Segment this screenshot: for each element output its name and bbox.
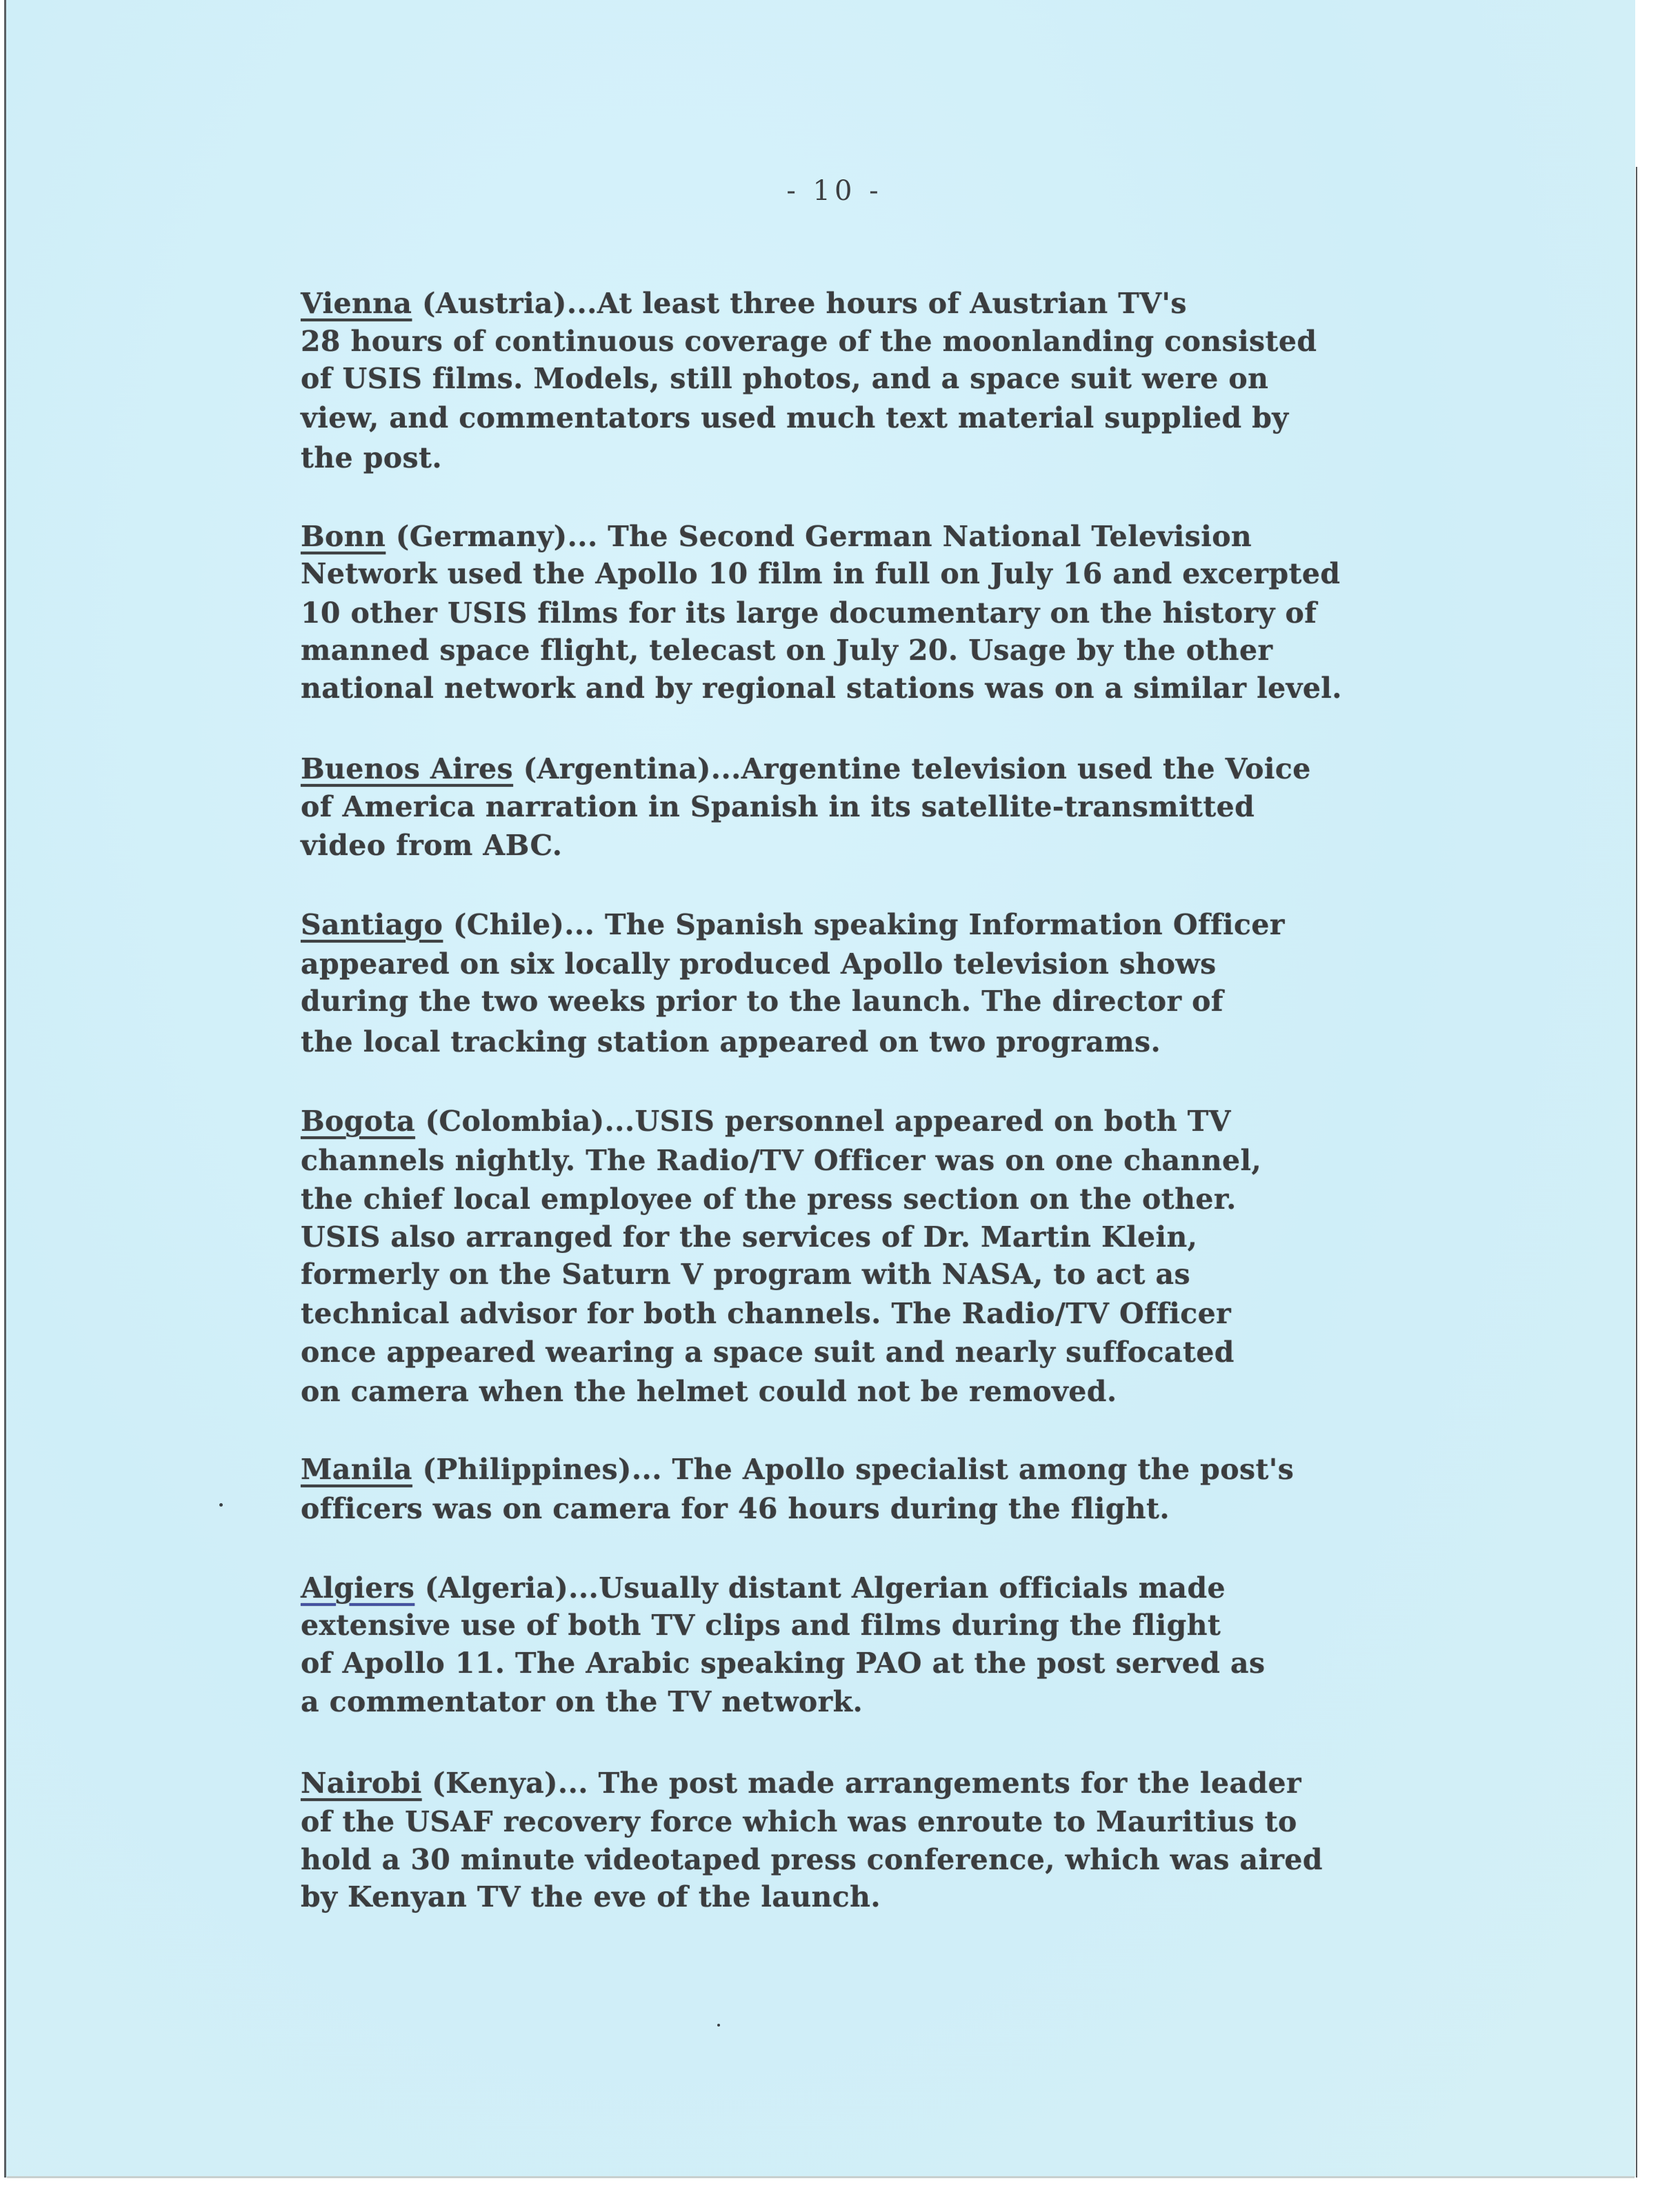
country-name: (Austria)	[422, 287, 567, 320]
entry-text-line: of USIS films. Models, still photos, and a space suit were on	[301, 362, 1269, 395]
entry-first-line	[301, 1764, 1301, 1802]
entry-text-line: of America narration in Spanish in its satellite-transmitted	[301, 790, 1255, 823]
entry-text-line: of Apollo 11. The Arabic speaking PAO at the post served as	[301, 1647, 1266, 1680]
entry-text-line: extensive use of both TV clips and films during the flight	[301, 1609, 1221, 1642]
entry-text-line: a commentator on the TV network.	[301, 1685, 863, 1718]
country-name: (Philippines)	[422, 1453, 632, 1486]
entry-text-line: officers was on camera for 46 hours during the flight.	[301, 1492, 1170, 1525]
entry-text-line: USIS also arranged for the services of Dr. Martin Klein,	[301, 1220, 1198, 1254]
entry-text-line: the post.	[301, 441, 443, 474]
entry-text: ...At least three hours of Austrian TV's	[566, 287, 1187, 320]
entry-text-line: national network and by regional stations was on a similar level.	[301, 672, 1342, 705]
entry-first-line	[301, 1569, 1226, 1607]
country-name: (Germany)	[395, 520, 568, 553]
entry-first-line	[301, 284, 1187, 323]
entry-first-line	[301, 1102, 1231, 1140]
country-name: (Chile)	[452, 908, 565, 941]
entry-text-line: of the USAF recovery force which was enroute to Mauritius to	[301, 1805, 1297, 1838]
place-name: Nairobi	[301, 1767, 422, 1800]
entry-text: ... The post made arrangements for the leader	[557, 1767, 1301, 1800]
entry-text: ... The Spanish speaking Information Officer	[564, 908, 1285, 941]
entry-first-line	[301, 517, 1252, 556]
entry-text-line: manned space flight, telecast on July 20. Usage by the other	[301, 634, 1273, 667]
entry-text-line: by Kenyan TV the eve of the launch.	[301, 1880, 881, 1913]
entry-first-line	[301, 905, 1285, 944]
place-name: Vienna	[301, 287, 412, 320]
entry-text: ...USIS personnel appeared on both TV	[604, 1105, 1231, 1138]
place-name: Bonn	[301, 520, 386, 553]
entry-text-line: channels nightly. The Radio/TV Officer was on one channel,	[301, 1144, 1262, 1177]
entry-text: ... The Apollo specialist among the post's	[631, 1453, 1295, 1486]
entry-text-line: during the two weeks prior to the launch. The director of	[301, 985, 1223, 1018]
entry-text-line: once appeared wearing a space suit and nearly suffocated	[301, 1336, 1235, 1369]
country-name: (Algeria)	[424, 1571, 569, 1605]
country-name: (Kenya)	[432, 1767, 558, 1800]
place-name: Bogota	[301, 1105, 415, 1138]
place-name: Buenos Aires	[301, 752, 514, 785]
entry-text-line: hold a 30 minute videotaped press conference, which was aired	[301, 1843, 1323, 1876]
entry-text-line: formerly on the Saturn V program with NASA, to act as	[301, 1258, 1190, 1291]
paper-speck	[717, 2024, 720, 2027]
entry-text: ...Argentine television used the Voice	[710, 752, 1311, 785]
entry-text-line: 28 hours of continuous coverage of the moonlanding consisted	[301, 325, 1317, 358]
place-name: Algiers	[301, 1571, 415, 1605]
page-bottom-edge	[7, 2176, 1635, 2178]
paper-speck	[219, 1503, 223, 1507]
entry-text-line: technical advisor for both channels. The Radio/TV Officer	[301, 1297, 1232, 1330]
entry-text-line: view, and commentators used much text material supplied by	[301, 401, 1289, 434]
entry-text-line: the local tracking station appeared on two programs.	[301, 1025, 1161, 1058]
entry-text: ... The Second German National Television	[567, 520, 1252, 553]
entry-text-line: 10 other USIS films for its large documentary on the history of	[301, 596, 1317, 630]
place-name: Santiago	[301, 908, 443, 941]
country-name: (Colombia)	[425, 1105, 605, 1138]
page-edge-shadow	[1636, 167, 1637, 2178]
entry-text-line: appeared on six locally produced Apollo television shows	[301, 947, 1217, 981]
entry-first-line	[301, 1450, 1294, 1489]
entry-text-line: Network used the Apollo 10 film in full on July 16 and excerpted	[301, 557, 1341, 590]
entry-first-line	[301, 750, 1311, 788]
entry-text-line: on camera when the helmet could not be removed.	[301, 1375, 1117, 1408]
entry-text-line: the chief local employee of the press section on the other.	[301, 1183, 1237, 1216]
entry-text: ...Usually distant Algerian officials made	[568, 1571, 1226, 1605]
entry-text-line: video from ABC.	[301, 829, 563, 862]
place-name: Manila	[301, 1453, 412, 1486]
country-name: (Argentina)	[523, 752, 711, 785]
page-number: - 10 -	[786, 175, 883, 207]
